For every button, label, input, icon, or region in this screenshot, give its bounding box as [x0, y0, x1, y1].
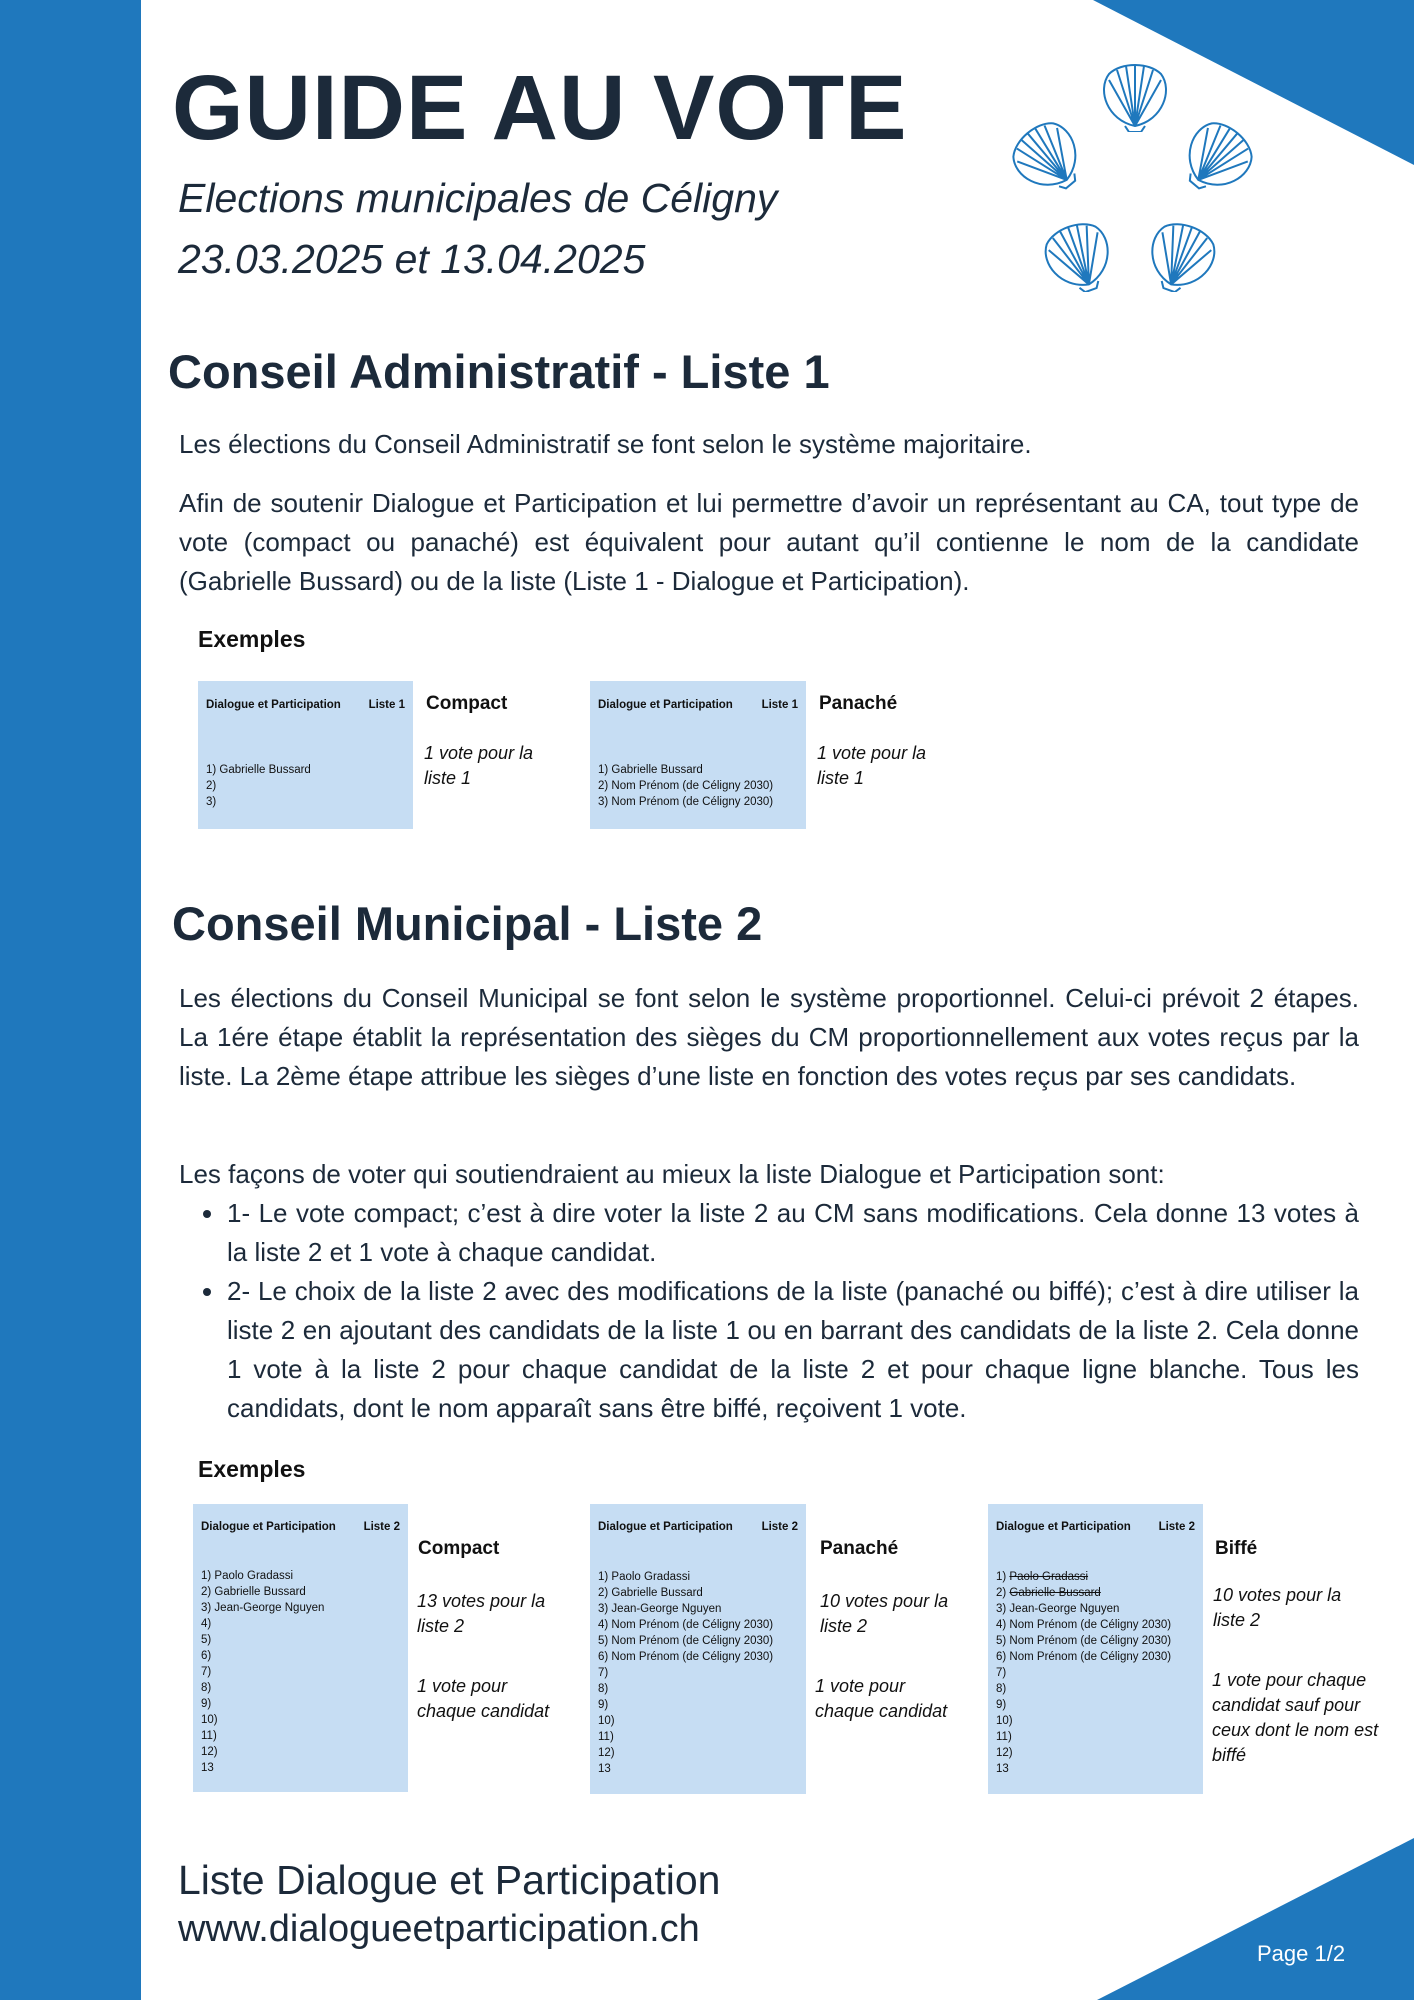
ballot-line: 8) — [598, 1683, 609, 1695]
ballot-line: 4) Nom Prénom (de Céligny 2030) — [996, 1619, 1172, 1631]
ballot-header — [206, 697, 405, 713]
ballot-ca-compact — [198, 681, 413, 829]
ballot-line: 10) — [996, 1715, 1013, 1727]
shell-icon — [1140, 220, 1220, 292]
ballot-line: 11) — [598, 1731, 614, 1743]
list-item: 2- Le choix de la liste 2 avec des modifications de la liste (panaché ou biffé); c’est à dire utiliser la liste 2 en ajoutant des candidats de la liste 1 ou en barrant des candidats de la liste 2. Cela donne 1 vote à la liste 2 pour chaque candidat de la liste 2 et pour chaque ligne blanche. Tous les candidats, dont le nom apparaît sans être biffé, reçoivent 1 vote. — [179, 1272, 1359, 1428]
ballot-line: 1) Paolo Gradassi — [996, 1571, 1089, 1583]
ballot-lines — [201, 1568, 400, 1776]
section-title-ca: Conseil Administratif - Liste 1 — [168, 345, 830, 398]
ballot-line: 11) — [201, 1730, 217, 1742]
ballot-line: 11) — [996, 1731, 1012, 1743]
ballot-line: 1) Paolo Gradassi — [201, 1570, 294, 1582]
vote-note: 1 vote pour chaque candidat — [417, 1676, 550, 1721]
ballot-line: 5) Nom Prénom (de Céligny 2030) — [598, 1635, 774, 1647]
cm-ways-list — [179, 1194, 1359, 1428]
ballot-title: Dialogue et Participation — [598, 1521, 733, 1533]
ballot-ca-panache — [590, 681, 806, 829]
ballot-line: 2) Gabrielle Bussard — [996, 1587, 1101, 1599]
ballot-title: Dialogue et Participation — [201, 1521, 336, 1533]
ballot-line: 10) — [598, 1715, 615, 1727]
ballot-title: Dialogue et Participation — [598, 699, 733, 711]
ballot-line: 8) — [201, 1682, 212, 1694]
vote-note: 10 votes pour la liste 2 — [1213, 1585, 1342, 1630]
ballot-line: 1) Gabrielle Bussard — [598, 764, 703, 776]
cm-examples-label: Exemples — [198, 1456, 306, 1482]
vote-type-label: Panaché — [819, 693, 898, 714]
ballot-lines — [206, 762, 405, 810]
ballot-line: 4) — [201, 1618, 212, 1630]
shell-icon — [1040, 220, 1120, 292]
ballot-line: 6) Nom Prénom (de Céligny 2030) — [598, 1651, 774, 1663]
vote-type-label: Compact — [418, 1538, 500, 1559]
ballot-line: 6) — [201, 1650, 212, 1662]
section-title-cm: Conseil Municipal - Liste 2 — [172, 897, 763, 950]
ballot-lines — [598, 1569, 798, 1777]
vote-note: 1 vote pour la liste 1 — [817, 743, 927, 788]
ballot-cm-biffe — [988, 1504, 1203, 1794]
ca-examples-label: Exemples — [198, 626, 306, 652]
ballot-line: 6) Nom Prénom (de Céligny 2030) — [996, 1651, 1172, 1663]
struck-name: Gabrielle Bussard — [1009, 1587, 1101, 1599]
page-number: Page 1/2 — [1257, 1941, 1346, 1966]
ballot-list: Liste 1 — [368, 699, 405, 711]
ballot-line: 5) Nom Prénom (de Céligny 2030) — [996, 1635, 1172, 1647]
footer-website-link[interactable]: www.dialogueetparticipation.ch — [178, 1908, 700, 1950]
ballot-list: Liste 2 — [761, 1521, 798, 1533]
ballot-line: 9) — [201, 1698, 212, 1710]
ballot-line: 4) Nom Prénom (de Céligny 2030) — [598, 1619, 774, 1631]
vote-type-label: Biffé — [1215, 1538, 1258, 1559]
vote-note: 1 vote pour chaque candidat sauf pour ceux dont le nom est biffé — [1212, 1670, 1379, 1765]
ballot-line: 9) — [598, 1699, 609, 1711]
ballot-line: 2) Gabrielle Bussard — [598, 1587, 703, 1599]
ballot-line: 3) — [206, 796, 217, 808]
ca-explanation: Afin de soutenir Dialogue et Participation et lui permettre d’avoir un représentant au CA, tout type de vote (compact ou panaché) est équivalent pour autant qu’il contienne le nom de la candidate (Gabrielle Bussard) ou de la liste (Liste 1 - Dialogue et Participation). — [179, 488, 1359, 596]
ballot-line: 13 — [201, 1762, 214, 1774]
ballot-line: 12) — [996, 1747, 1013, 1759]
ballot-header — [201, 1519, 400, 1535]
shell-icon — [1010, 120, 1090, 192]
ballot-line: 13 — [598, 1763, 611, 1775]
cm-intro: Les élections du Conseil Municipal se font selon le système proportionnel. Celui-ci prévoit 2 étapes. La 1ére étape établit la représentation des sièges du CM proportionnellement aux votes reçus par la liste. La 2ème étape attribue les sièges d’une liste en fonction des votes reçus par ses candidats. — [179, 983, 1359, 1091]
ballot-list: Liste 1 — [761, 699, 798, 711]
ballot-line: 1) Gabrielle Bussard — [206, 764, 311, 776]
ballot-line: 2) Nom Prénom (de Céligny 2030) — [598, 780, 774, 792]
shell-icon — [1175, 120, 1255, 192]
ballot-line: 3) Nom Prénom (de Céligny 2030) — [598, 796, 774, 808]
cm-ways-intro: Les façons de voter qui soutiendraient au mieux la liste Dialogue et Participation sont: — [179, 1159, 1165, 1189]
vote-type-label: Panaché — [820, 1538, 899, 1559]
vote-note: 1 vote pour la liste 1 — [424, 743, 534, 788]
ballot-line: 1) Paolo Gradassi — [598, 1571, 691, 1583]
ballot-line: 7) — [996, 1667, 1007, 1679]
subtitle-election: Elections municipales de Céligny — [178, 175, 778, 221]
vote-note: 1 vote pour chaque candidat — [815, 1676, 948, 1721]
ballot-title: Dialogue et Participation — [206, 699, 341, 711]
ballot-line: 9) — [996, 1699, 1007, 1711]
vote-note: 13 votes pour la liste 2 — [417, 1591, 546, 1636]
vote-note: 10 votes pour la liste 2 — [820, 1591, 949, 1636]
ballot-header — [996, 1519, 1195, 1535]
ballot-line: 3) Jean-George Nguyen — [201, 1602, 325, 1614]
ballot-line: 3) Jean-George Nguyen — [996, 1603, 1120, 1615]
ballot-line: 12) — [201, 1746, 218, 1758]
ballot-line: 7) — [598, 1667, 609, 1679]
ballot-lines — [598, 762, 798, 810]
ballot-list: Liste 2 — [363, 1521, 400, 1533]
shell-icon — [1095, 60, 1175, 132]
ballot-line: 5) — [201, 1634, 212, 1646]
ballot-header — [598, 697, 798, 713]
ballot-line: 13 — [996, 1763, 1009, 1775]
ballot-lines — [996, 1569, 1195, 1777]
ballot-cm-compact — [193, 1504, 408, 1792]
bullet-icon — [203, 1210, 211, 1218]
ballot-list: Liste 2 — [1158, 1521, 1195, 1533]
ballot-line: 3) Jean-George Nguyen — [598, 1603, 722, 1615]
ballot-line: 2) Gabrielle Bussard — [201, 1586, 306, 1598]
bullet-icon — [203, 1288, 211, 1296]
ballot-header — [598, 1519, 798, 1535]
footer-list-name: Liste Dialogue et Participation — [178, 1857, 721, 1903]
page-title: GUIDE AU VOTE — [172, 57, 908, 159]
ballot-line: 8) — [996, 1683, 1007, 1695]
ballot-line: 12) — [598, 1747, 615, 1759]
ballot-title: Dialogue et Participation — [996, 1521, 1131, 1533]
scallop-shells-icon — [1010, 60, 1260, 300]
struck-name: Paolo Gradassi — [1009, 1571, 1089, 1583]
subtitle-dates: 23.03.2025 et 13.04.2025 — [178, 236, 646, 282]
ballot-cm-panache — [590, 1504, 806, 1794]
ballot-line: 7) — [201, 1666, 212, 1678]
ballot-line: 2) — [206, 780, 217, 792]
ca-intro: Les élections du Conseil Administratif se font selon le système majoritaire. — [179, 429, 1032, 459]
ballot-line: 10) — [201, 1714, 218, 1726]
vote-type-label: Compact — [426, 693, 508, 714]
list-item: 1- Le vote compact; c’est à dire voter la liste 2 au CM sans modifications. Cela donne 13 votes à la liste 2 et 1 vote à chaque candidat. — [179, 1194, 1359, 1272]
